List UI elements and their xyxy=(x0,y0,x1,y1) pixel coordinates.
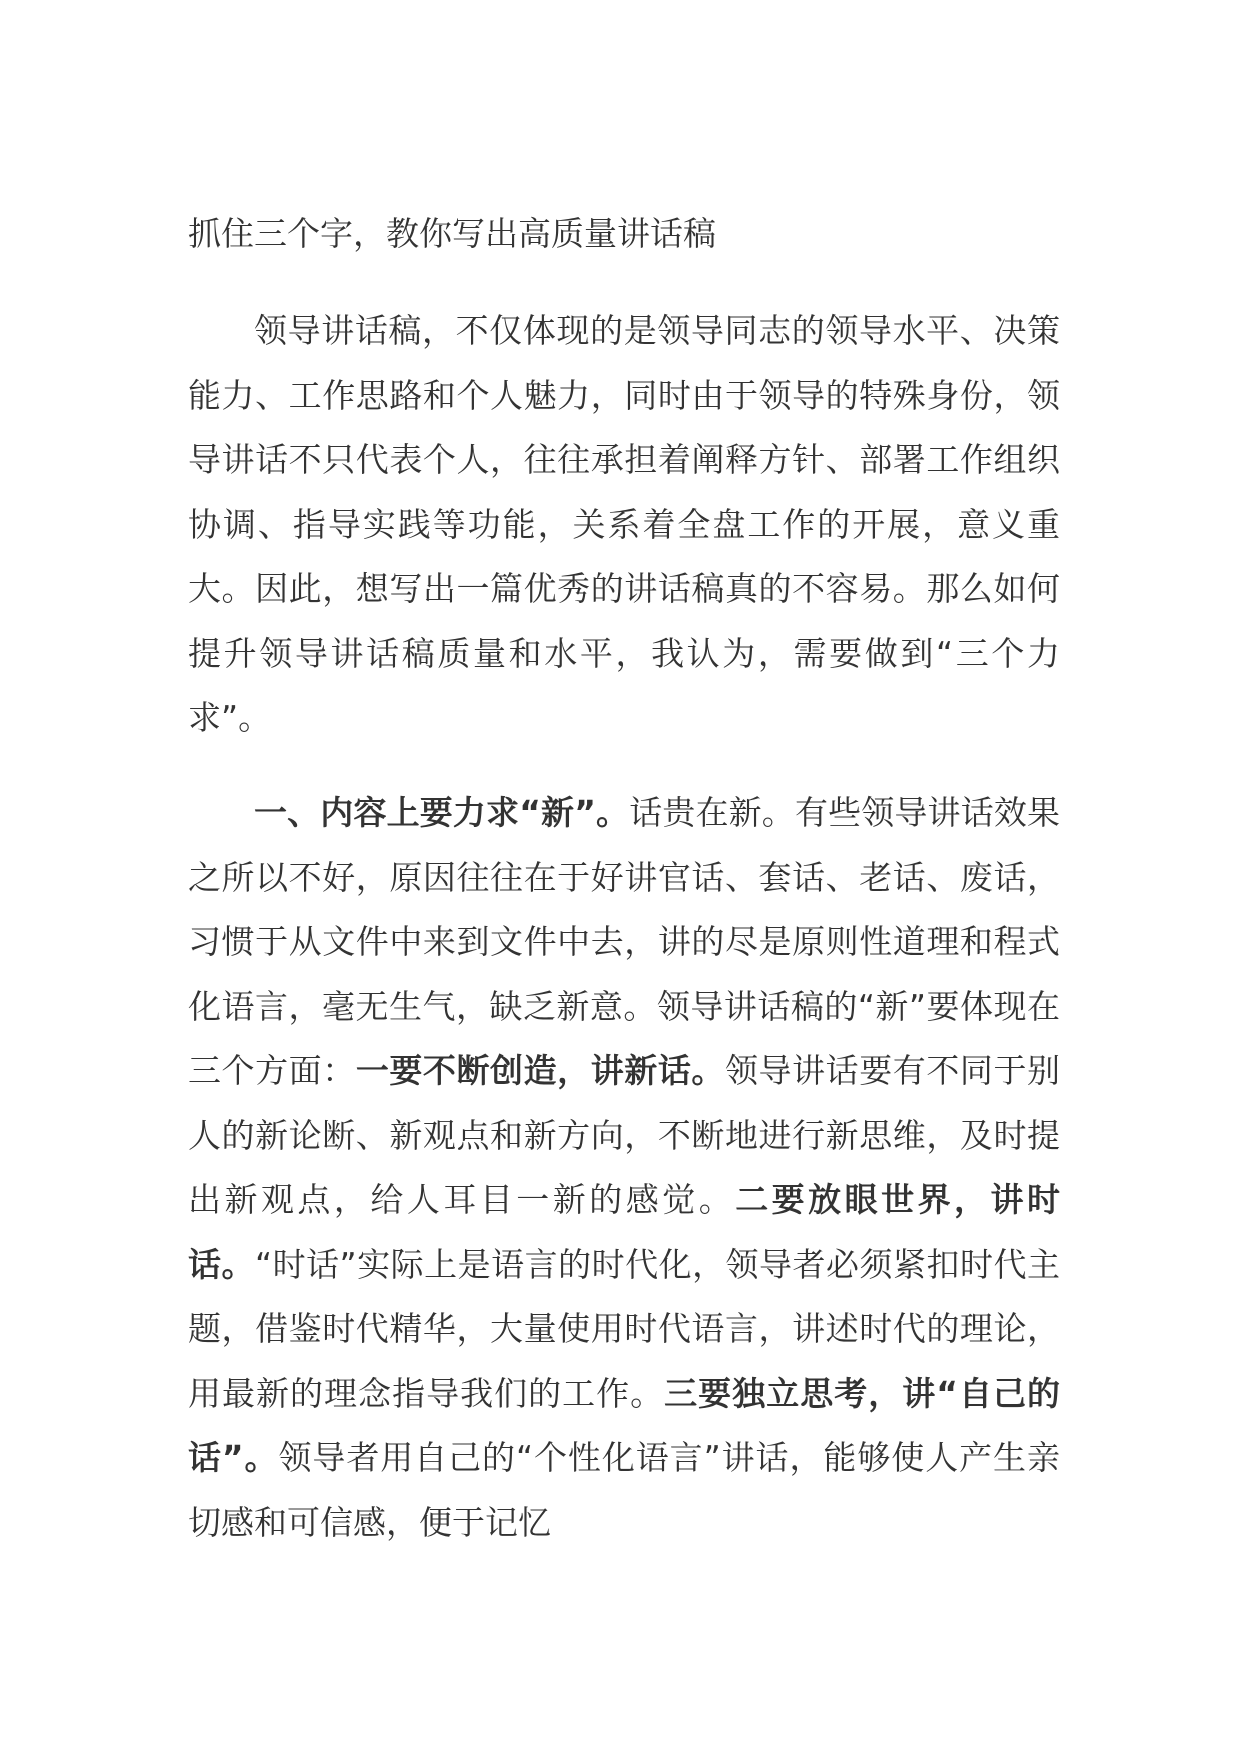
intro-paragraph: 领导讲话稿，不仅体现的是领导同志的领导水平、决策能力、工作思路和个人魅力，同时由于领导的特殊身份，领导讲话不只代表个人，往往承担着阐释方针、部署工作组织协调、指导实践等功能，关系着全盘工作的开展，意义重大。因此，想写出一篇优秀的讲话稿真的不容易。那么如何提升领导讲话稿质量和水平，我认为，需要做到“三个力求”。 xyxy=(188,311,1060,737)
document-page xyxy=(188,0,1060,1754)
point-two-heading: 二要放眼世界，讲时话。 xyxy=(188,1180,1061,1284)
section-one-paragraph xyxy=(188,781,1060,1555)
point-one-heading: 一要不断创造，讲新话。 xyxy=(355,1051,725,1090)
document-title: 抓住三个字，教你写出高质量讲话稿 xyxy=(188,214,716,253)
point-three-text: 领导者用自己的“个性化语言”讲话，能够使人产生亲切感和可信感，便于记忆 xyxy=(188,1438,1060,1542)
point-one-text: 领导讲话要有不同于别人的新论断、新观点和新方向，不断地进行新思维，及时提出新观点，给人耳目一新的感觉。 xyxy=(188,1051,1061,1219)
section-one-intro: 话贵在新。有些领导讲话效果之所以不好，原因往往在于好讲官话、套话、老话、废话，习惯于从文件中来到文件中去，讲的尽是原则性道理和程式化语言，毫无生气，缺乏新意。领导讲话稿的“新”要体现在三个方面： xyxy=(188,793,1060,1090)
section-one-heading: 一、内容上要力求“新”。 xyxy=(254,793,630,832)
point-three-heading: 三要独立思考，讲“自己的话”。 xyxy=(188,1373,1060,1477)
point-two-text: “时话”实际上是语言的时代化，领导者必须紧扣时代主题，借鉴时代精华，大量使用时代语言，讲述时代的理论，用最新的理念指导我们的工作。 xyxy=(188,1244,1060,1413)
